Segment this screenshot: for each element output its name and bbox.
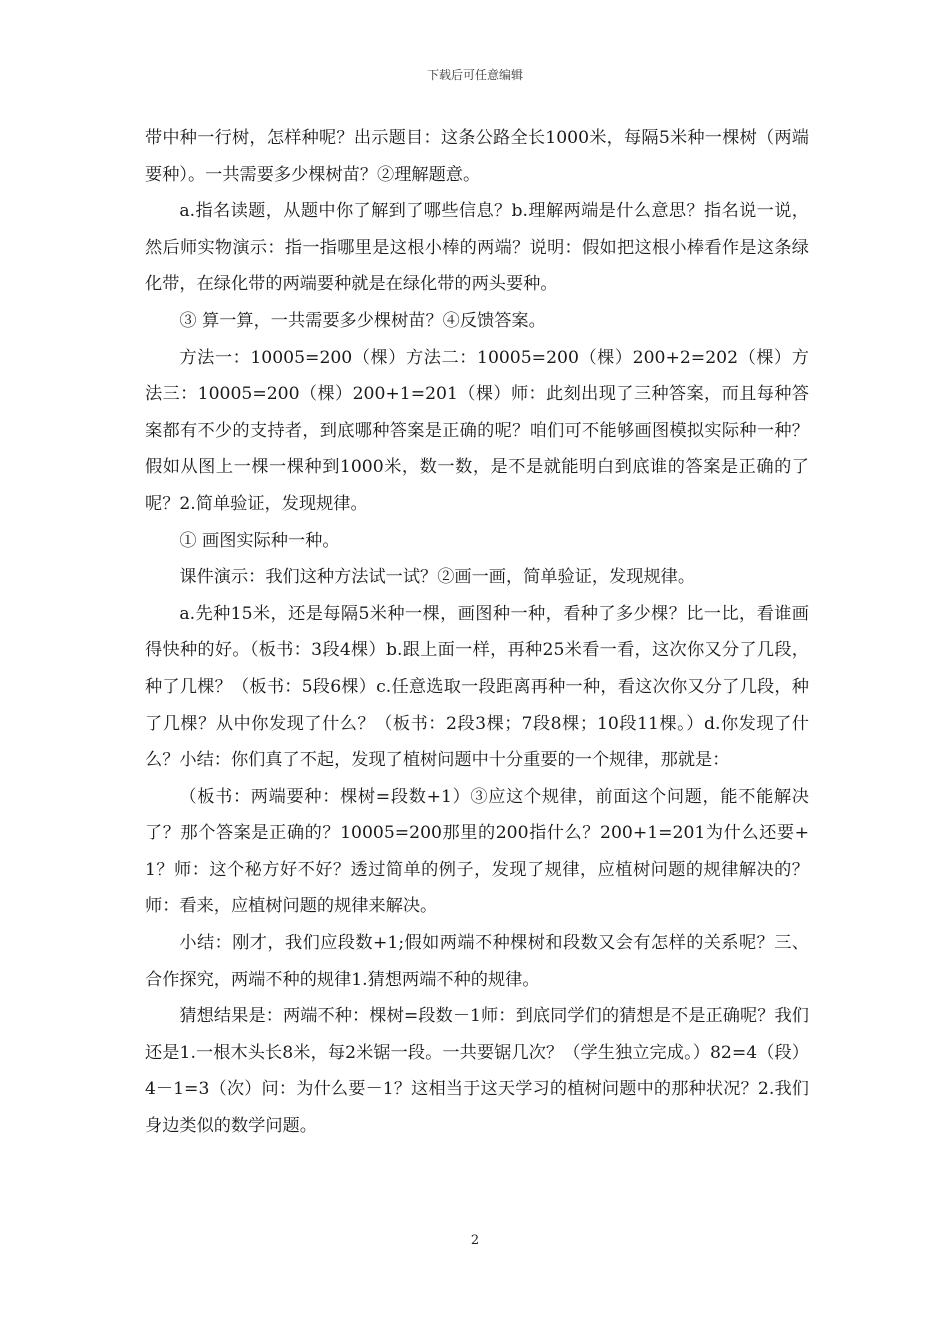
paragraph: 猜想结果是：两端不种：棵树=段数－1师：到底同学们的猜想是不是正确呢？我们还是1.一根木头长8米，每2米锯一段。一共要锯几次？（学生独立完成。）82=4（段）4－1=3（次）问：为什么要－1？这相当于这天学习的植树问题中的那种状况？2.我们身边类似的数学问题。: [145, 1006, 809, 1137]
page-header: 下载后可任意编辑: [426, 68, 523, 82]
paragraph: 方法一：10005=200（棵）方法二：10005=200（棵）200+2=202（棵）方法三：10005=200（棵）200+1=201（棵）师：此刻出现了三种答案，而且每种答案都有不少的支持者，到底哪种答案是正确的呢？咱们可不能够画图模拟实际种一种？假如从图上一棵一棵种到1000米，数一数，是不是就能明白到底谁的答案是正确的了呢？2.简单验证，发现规律。: [145, 347, 809, 514]
paragraph: ③ 算一算，一共需要多少棵树苗？④反馈答案。: [179, 310, 546, 331]
paragraph: a.先种15米，还是每隔5米种一棵，画图种一种，看种了多少棵？比一比，看谁画得快种的好。（板书：3段4棵）b.跟上面一样，再种25米看一看，这次你又分了几段，种了几棵？（板书：5段6棵）c.任意选取一段距离再种一种，看这次你又分了几段，种了几棵？从中你发现了什么？（板书：2段3棵；7段8棵；10段11棵。）d.你发现了什么？小结：你们真了不起，发现了植树问题中十分重要的一个规律，那就是：: [145, 603, 809, 771]
paragraph: 小结：刚才，我们应段数+1;假如两端不种棵树和段数又会有怎样的关系呢？三、合作探究，两端不种的规律1.猜想两端不种的规律。: [145, 933, 809, 990]
paragraph: （板书：两端要种：棵树=段数+1）③应这个规律，前面这个问题，能不能解决了？那个答案是正确的？10005=200那里的200指什么？200+1=201为什么还要+1？师：这个秘方好不好？透过简单的例子，发现了规律，应植树问题的规律解决的？师：看来，应植树问题的规律来解决。: [145, 786, 809, 917]
paragraph: 课件演示：我们这种方法试一试？②画一画，简单验证，发现规律。: [179, 567, 696, 588]
body-text: [145, 120, 809, 1145]
page-number: 2: [470, 1233, 480, 1248]
paragraph: 带中种一行树，怎样种呢？出示题目：这条公路全长1000米，每隔5米种一棵树（两端要种）。一共需要多少棵树苗？②理解题意。: [145, 128, 809, 185]
paragraph: ① 画图实际种一种。: [179, 530, 340, 551]
paragraph: a.指名读题，从题中你了解到了哪些信息？b.理解两端是什么意思？指名说一说，然后师实物演示：指一指哪里是这根小棒的两端？说明：假如把这根小棒看作是这条绿化带，在绿化带的两端要种就是在绿化带的两头要种。: [145, 201, 809, 295]
